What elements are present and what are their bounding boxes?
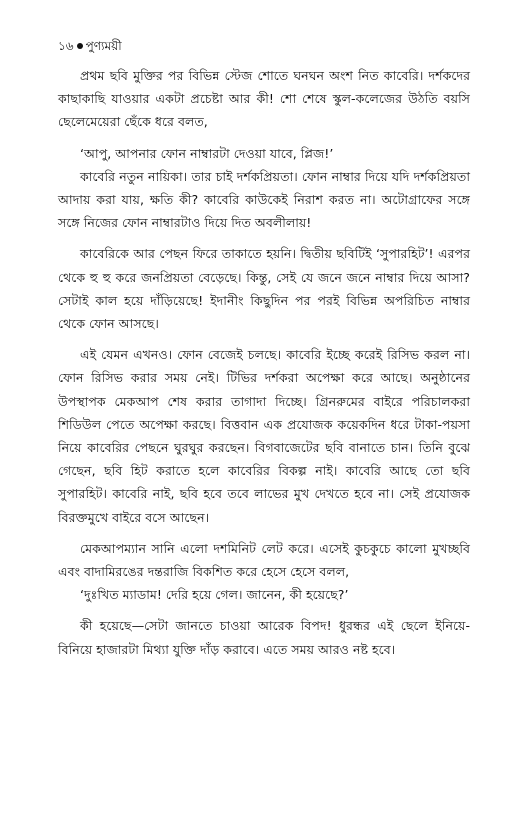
paragraph: কাবেরি নতুন নায়িকা। তার চাই দর্শকপ্রিয়তা। ফোন নাম্বার দিয়ে যদি দর্শকপ্রিয়তা আদায় করা যায়, ক্ষতি কী? কাবেরি কাউকেই নিরাশ করত না। অটোগ্রাফের সঙ্গে সঙ্গে নিজের ফোন নাম্বারটাও দিয়ে দিত অবলীলায়! <box>58 168 470 231</box>
page-number: ১৬ <box>58 39 74 53</box>
paragraph: প্রথম ছবি মুক্তির পর বিভিন্ন স্টেজ শোতে ঘনঘন অংশ নিত কাবেরি। দর্শকদের কাছাকাছি যাওয়ার একটা প্রচেষ্টা আর কী! শো শেষে স্কুল-কলেজের উঠতি বয়সি ছেলেমেয়েরা ছেঁকে ধরে বলত, <box>58 68 470 130</box>
body-text <box>58 64 470 661</box>
book-title: পুণ্যময়ী <box>85 39 122 53</box>
running-head <box>58 38 122 54</box>
paragraph: মেকআপম্যান সানি এলো দশমিনিট লেট করে। এসেই কুচকুচে কালো মুখচ্ছবি এবং বাদামিরঙের দন্তরাজি বিকশিত করে হেসে হেসে বলল, <box>58 540 470 580</box>
paragraph: কাবেরিকে আর পেছন ফিরে তাকাতে হয়নি। দ্বিতীয় ছবিটিই ‘সুপারহিট’! এরপর থেকে হু হু করে জনপ্রিয়তা বেড়েছে। কিন্তু, সেই যে জনে জনে নাম্বার দিয়ে আসা? সেটাই কাল হয়ে দাঁড়িয়েছে! ইদানীং কিছুদিন পর পরই বিভিন্ন অপরিচিত নাম্বার থেকে ফোন আসছে। <box>58 246 470 332</box>
paragraph: কী হয়েছে—সেটা জানতে চাওয়া আরেক বিপদ! ধুরন্ধর এই ছেলে ইনিয়ে-বিনিয়ে হাজারটা মিথ্যা যুক্তি দাঁড় করাবে। এতে সময় আরও নষ্ট হবে। <box>58 618 470 657</box>
bullet-separator <box>77 43 83 49</box>
paragraph: এই যেমন এখনও। ফোন বেজেই চলছে। কাবেরি ইচ্ছে করেই রিসিভ করল না। ফোন রিসিভ করার সময় নেই। টিভির দর্শকরা অপেক্ষা করে আছে। অনুষ্ঠানের উপস্থাপক মেকআপ শেষ করার তাগাদা দিচ্ছে। গ্রিনরুমের বাইরে পরিচালকরা শিডিউল পেতে অপেক্ষা করছে। বিত্তবান এক প্রযোজক কয়েকদিন ধরে টাকা-পয়সা নিয়ে কাবেরির পেছনে ঘুরঘুর করছেন। বিগবাজেটের ছবি বানাতে চান। তিনি বুঝে গেছেন, ছবি হিট করাতে হলে কাবেরির বিকল্প নাই। কাবেরি আছে তো ছবি সুপারহিট। কাবেরি নাই, ছবি হবে তবে লাভের মুখ দেখতে হবে না। সেই প্রযোজক বিরক্তমুখে বাইরে বসে আছেন। <box>58 347 470 525</box>
dialogue-paragraph: ‘দুঃখিত ম্যাডাম! দেরি হয়ে গেল। জানেন, কী হয়েছে?’ <box>80 587 349 603</box>
dialogue-paragraph: ‘আপু, আপনার ফোন নাম্বারটা দেওয়া যাবে, প্লিজ!’ <box>80 145 334 161</box>
